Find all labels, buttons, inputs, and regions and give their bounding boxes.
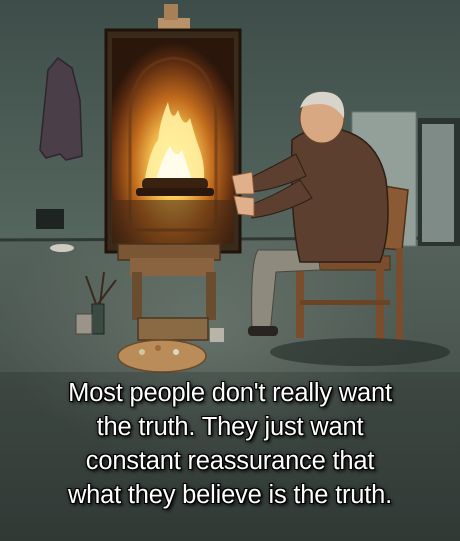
caption-line-4: what they believe is the truth. (67, 481, 393, 509)
caption-line-3: constant reassurance that (85, 447, 375, 475)
easel-tray (118, 244, 220, 260)
caption-line-1: Most people don't really want (68, 379, 392, 407)
meme-caption (0, 376, 460, 512)
caption-line-2: the truth. They just want (96, 413, 364, 441)
wall-vent (36, 209, 64, 229)
palette (118, 340, 206, 372)
floor-bowl (50, 244, 74, 252)
